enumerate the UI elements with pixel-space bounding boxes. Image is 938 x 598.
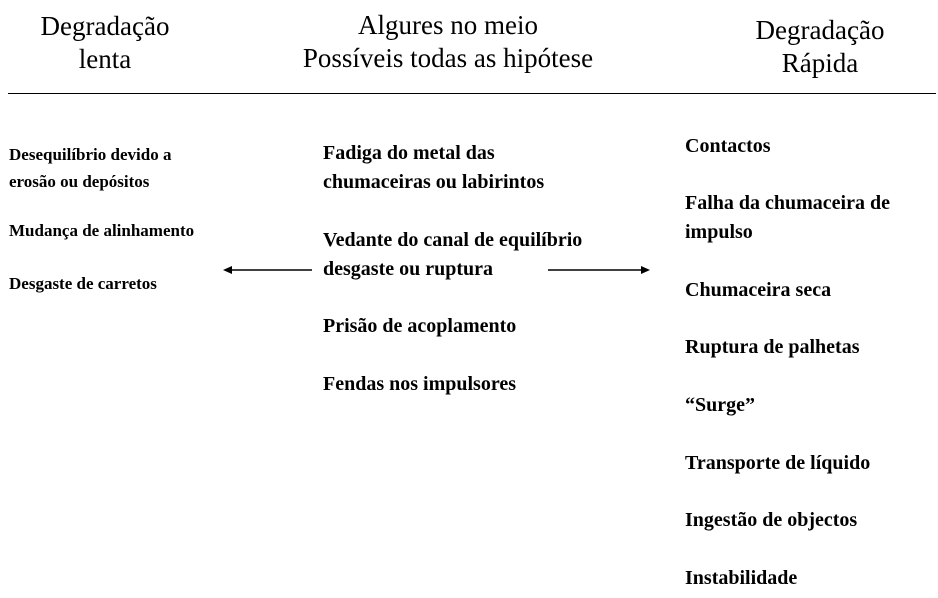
list-item [323,312,516,341]
heading-line: Algures no meio [358,10,538,40]
list-item [685,564,797,593]
list-item [9,217,194,244]
item-line: Chumaceira seca [685,279,832,301]
item-line: Desequilíbrio devido a [9,145,172,164]
item-line: Mudança de alinhamento [9,221,195,240]
item-line: impulso [685,221,753,243]
item-line: Desgaste de carretos [9,274,157,293]
list-item [323,370,516,399]
list-item [323,139,544,197]
list-item [685,189,890,247]
item-line: desgaste ou ruptura [323,258,494,280]
item-line: Contactos [685,135,771,157]
heading-line: lenta [78,44,132,74]
item-line: erosão ou depósitos [9,172,150,191]
arrow-left-icon [222,262,314,278]
heading-fast-degradation [730,14,910,80]
heading-line: Degradação [40,11,170,41]
arrow-right-icon [546,262,652,278]
item-line: Fadiga do metal das [323,142,495,164]
heading-line: Degradação [755,15,885,45]
heading-line: Possíveis todas as hipótese [302,43,594,73]
heading-line: Rápida [781,48,859,78]
heading-slow-degradation [20,10,190,76]
item-line: Ingestão de objectos [685,509,858,531]
item-line: Prisão de acoplamento [323,315,517,337]
item-line: Instabilidade [685,567,798,589]
list-item [685,333,859,362]
list-item [685,276,831,305]
item-line: chumaceiras ou labirintos [323,171,545,193]
list-item [685,449,870,478]
list-item [685,391,755,420]
header-divider [8,93,936,94]
heading-middle [268,9,628,75]
list-item [9,270,157,297]
list-item [9,141,171,195]
list-item [323,226,582,284]
item-line: Ruptura de palhetas [685,336,860,358]
item-line: Fendas nos impulsores [323,373,517,395]
item-line: Vedante do canal de equilíbrio [323,229,583,251]
list-item [685,506,857,535]
item-line: Falha da chumaceira de [685,192,890,214]
list-item [685,132,771,161]
item-line: Transporte de líquido [685,452,871,474]
item-line: “Surge” [685,394,755,416]
